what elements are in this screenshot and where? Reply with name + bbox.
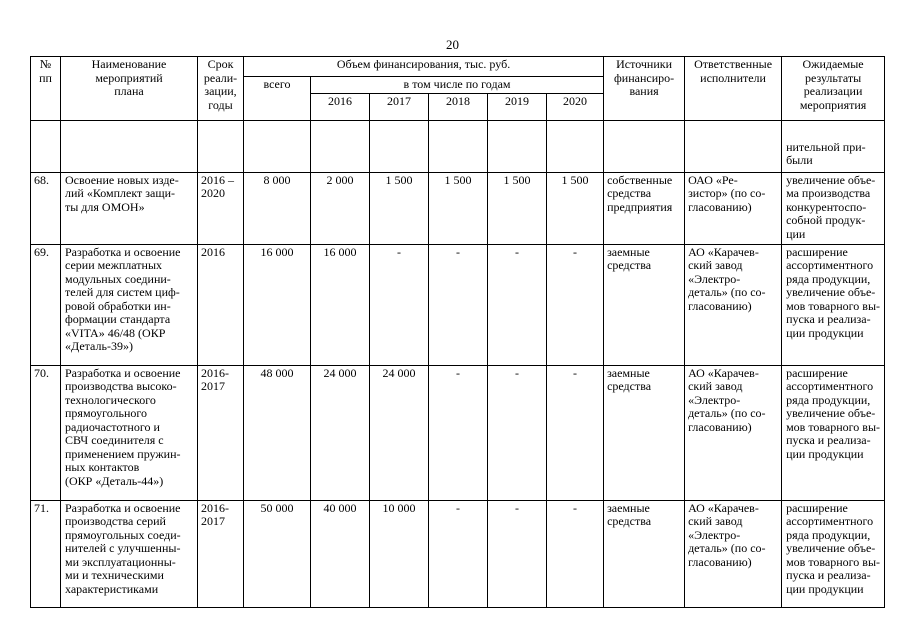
row-term: 2016 – 2020 [198, 172, 244, 244]
row-results: увеличение объе- ма производства конкурентоспо- собной продук- ции [782, 172, 885, 244]
table-row [31, 500, 885, 607]
cell [429, 120, 488, 172]
row-name: Разработка и освоение производства высоко- технологического прямоугольного радиочастотного и СВЧ соединителя с применением пружин- ных контактов (ОКР «Деталь-44») [61, 365, 198, 500]
row-responsible: АО «Карачев- ский завод «Электро- деталь» (по со- гласованию) [685, 365, 782, 500]
header-year-2017: 2017 [370, 93, 429, 120]
row-responsible: АО «Карачев- ский завод «Электро- деталь» (по со- гласованию) [685, 244, 782, 365]
cell [604, 120, 685, 172]
action-plan-table [30, 56, 885, 608]
header-num: № пп [31, 57, 61, 121]
row-2020: - [547, 365, 604, 500]
cell [198, 120, 244, 172]
row-sources: заемные средства [604, 365, 685, 500]
row-2019: - [488, 244, 547, 365]
header-total: всего [244, 77, 311, 121]
table-row [31, 365, 885, 500]
row-results: расширение ассортиментного ряда продукции, увеличение объе- мов товарного вы- пуска и реализа- ции продукции [782, 365, 885, 500]
cell [61, 120, 198, 172]
row-total: 16 000 [244, 244, 311, 365]
row-sources: собственные средства предприятия [604, 172, 685, 244]
row-responsible: ОАО «Ре- зистор» (по со- гласованию) [685, 172, 782, 244]
cell [311, 120, 370, 172]
row-term: 2016 [198, 244, 244, 365]
row-total: 48 000 [244, 365, 311, 500]
row-term: 2016- 2017 [198, 500, 244, 607]
header-responsible: Ответственные исполнители [685, 57, 782, 121]
header-year-2018: 2018 [429, 93, 488, 120]
row-results: расширение ассортиментного ряда продукции, увеличение объе- мов товарного вы- пуска и реализа- ции продукции [782, 500, 885, 607]
cell [685, 120, 782, 172]
row-2020: - [547, 244, 604, 365]
cell [547, 120, 604, 172]
row-2017: 10 000 [370, 500, 429, 607]
row-results: расширение ассортиментного ряда продукции, увеличение объе- мов товарного вы- пуска и реализа- ции продукции [782, 244, 885, 365]
row-term: 2016- 2017 [198, 365, 244, 500]
row-name: Разработка и освоение производства серий прямоугольных соеди- нителей с улучшенны- ми эксплуатационны- ми и техническими характеристиками [61, 500, 198, 607]
row-num: 71. [31, 500, 61, 607]
row-2017: - [370, 244, 429, 365]
results-cell: нительной при- были [782, 120, 885, 172]
row-num: 68. [31, 172, 61, 244]
row-2020: - [547, 500, 604, 607]
header-volume: Объем финансирования, тыс. руб. [244, 57, 604, 77]
row-2016: 40 000 [311, 500, 370, 607]
cell [370, 120, 429, 172]
row-num: 69. [31, 244, 61, 365]
cell [244, 120, 311, 172]
row-total: 8 000 [244, 172, 311, 244]
row-2018: - [429, 244, 488, 365]
row-2019: - [488, 365, 547, 500]
row-2017: 24 000 [370, 365, 429, 500]
page-number: 20 [446, 37, 459, 52]
row-2017: 1 500 [370, 172, 429, 244]
row-2016: 16 000 [311, 244, 370, 365]
header-year-2016: 2016 [311, 93, 370, 120]
row-2016: 2 000 [311, 172, 370, 244]
table-row [31, 172, 885, 244]
header-year-2020: 2020 [547, 93, 604, 120]
header-year-2019: 2019 [488, 93, 547, 120]
header-term: Срок реали- зации, годы [198, 57, 244, 121]
row-total: 50 000 [244, 500, 311, 607]
row-2019: - [488, 500, 547, 607]
row-name: Разработка и освоение серии межплатных модульных соедини- телей для систем циф- ровой обработки ин- формации стандарта «VITA» 46/48 (ОКР «Деталь-39») [61, 244, 198, 365]
row-sources: заемные средства [604, 244, 685, 365]
cell [488, 120, 547, 172]
row-2020: 1 500 [547, 172, 604, 244]
row-sources: заемные средства [604, 500, 685, 607]
row-num: 70. [31, 365, 61, 500]
row-responsible: АО «Карачев- ский завод «Электро- деталь» (по со- гласованию) [685, 500, 782, 607]
row-name: Освоение новых изде- лий «Комплект защи- ты для ОМОН» [61, 172, 198, 244]
header-name: Наименование мероприятий плана [61, 57, 198, 121]
row-2019: 1 500 [488, 172, 547, 244]
header-sources: Источники финансиро- вания [604, 57, 685, 121]
row-2016: 24 000 [311, 365, 370, 500]
row-2018: 1 500 [429, 172, 488, 244]
row-2018: - [429, 500, 488, 607]
table-row [31, 244, 885, 365]
cell [31, 120, 61, 172]
header-by-years: в том числе по годам [311, 77, 604, 94]
table-row-continuation [31, 120, 885, 172]
header-results: Ожидаемые результаты реализации мероприятия [782, 57, 885, 121]
row-2018: - [429, 365, 488, 500]
